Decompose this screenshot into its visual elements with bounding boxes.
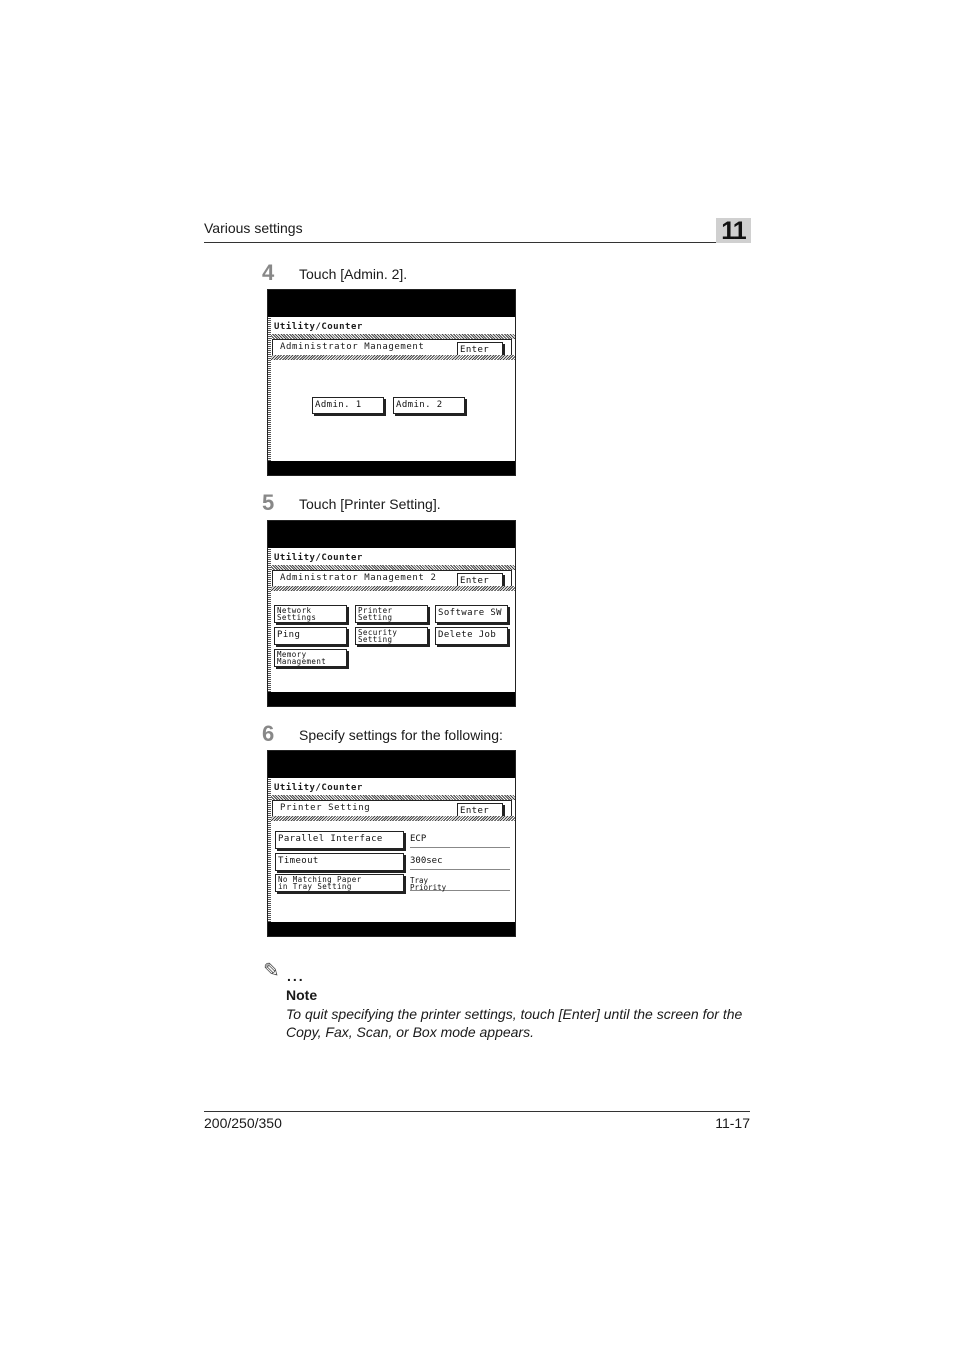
timeout-value: 300sec	[410, 856, 510, 870]
admin-2-button[interactable]: Admin. 2	[393, 397, 465, 414]
header-divider	[204, 242, 750, 243]
page-number: 11-17	[715, 1115, 750, 1131]
panel-divider	[271, 816, 515, 821]
touch-panel-screen-printer-setting	[267, 750, 516, 937]
step-instruction: Touch [Printer Setting].	[299, 496, 441, 512]
screen-subheading-bar	[272, 800, 512, 816]
parallel-interface-button[interactable]: Parallel Interface	[275, 831, 404, 849]
security-setting-button[interactable]: Security Setting	[355, 627, 428, 645]
panel-top-bar	[268, 521, 515, 548]
panel-bottom-bar	[268, 922, 515, 936]
network-settings-button[interactable]: Network Settings	[274, 605, 347, 623]
screen-subheading-bar	[272, 570, 512, 586]
timeout-button[interactable]: Timeout	[275, 853, 404, 871]
chapter-number-badge: 11	[716, 218, 751, 243]
pencil-icon: ✎	[263, 960, 280, 982]
note-dots: ...	[287, 968, 305, 984]
enter-button[interactable]: Enter	[457, 803, 503, 817]
touch-panel-screen-admin	[267, 289, 516, 476]
screen-title: Utility/Counter	[274, 783, 363, 793]
panel-bottom-bar	[268, 692, 515, 706]
admin-1-button[interactable]: Admin. 1	[312, 397, 384, 414]
screen-subheading: Printer Setting	[280, 803, 371, 813]
memory-management-button[interactable]: Memory Management	[274, 649, 347, 667]
panel-top-bar	[268, 290, 515, 317]
printer-setting-button[interactable]: Printer Setting	[355, 605, 428, 623]
note-label: Note	[286, 987, 318, 1003]
step-number: 6	[262, 721, 275, 746]
no-matching-paper-value: Tray Priority	[410, 877, 510, 891]
enter-button[interactable]: Enter	[457, 342, 503, 356]
software-sw-button[interactable]: Software SW	[435, 605, 508, 623]
ping-button[interactable]: Ping	[274, 627, 347, 645]
no-matching-paper-button[interactable]: No Matching Paper in Tray Setting	[275, 874, 404, 892]
step-instruction: Touch [Admin. 2].	[299, 266, 408, 282]
enter-button[interactable]: Enter	[457, 573, 503, 587]
delete-job-button[interactable]: Delete Job	[435, 627, 508, 645]
parallel-interface-value: ECP	[410, 834, 510, 848]
step-instruction: Specify settings for the following:	[299, 727, 503, 743]
step-number: 4	[262, 260, 275, 285]
screen-subheading: Administrator Management 2	[280, 573, 437, 583]
footer-divider	[204, 1111, 750, 1112]
screen-title: Utility/Counter	[274, 553, 363, 563]
screen-title: Utility/Counter	[274, 322, 363, 332]
panel-bottom-bar	[268, 461, 515, 475]
panel-divider	[271, 586, 515, 591]
note-text: To quit specifying the printer settings, touch [Enter] until the screen for the Copy, Fax, Scan, or Box mode appears.	[286, 1006, 743, 1040]
screen-subheading: Administrator Management	[280, 342, 425, 352]
touch-panel-screen-admin-2	[267, 520, 516, 707]
screen-subheading-bar	[272, 339, 512, 355]
panel-divider	[271, 355, 515, 360]
section-title: Various settings	[204, 220, 303, 236]
panel-top-bar	[268, 751, 515, 778]
step-number: 5	[262, 490, 275, 515]
footer-model: 200/250/350	[204, 1115, 282, 1131]
